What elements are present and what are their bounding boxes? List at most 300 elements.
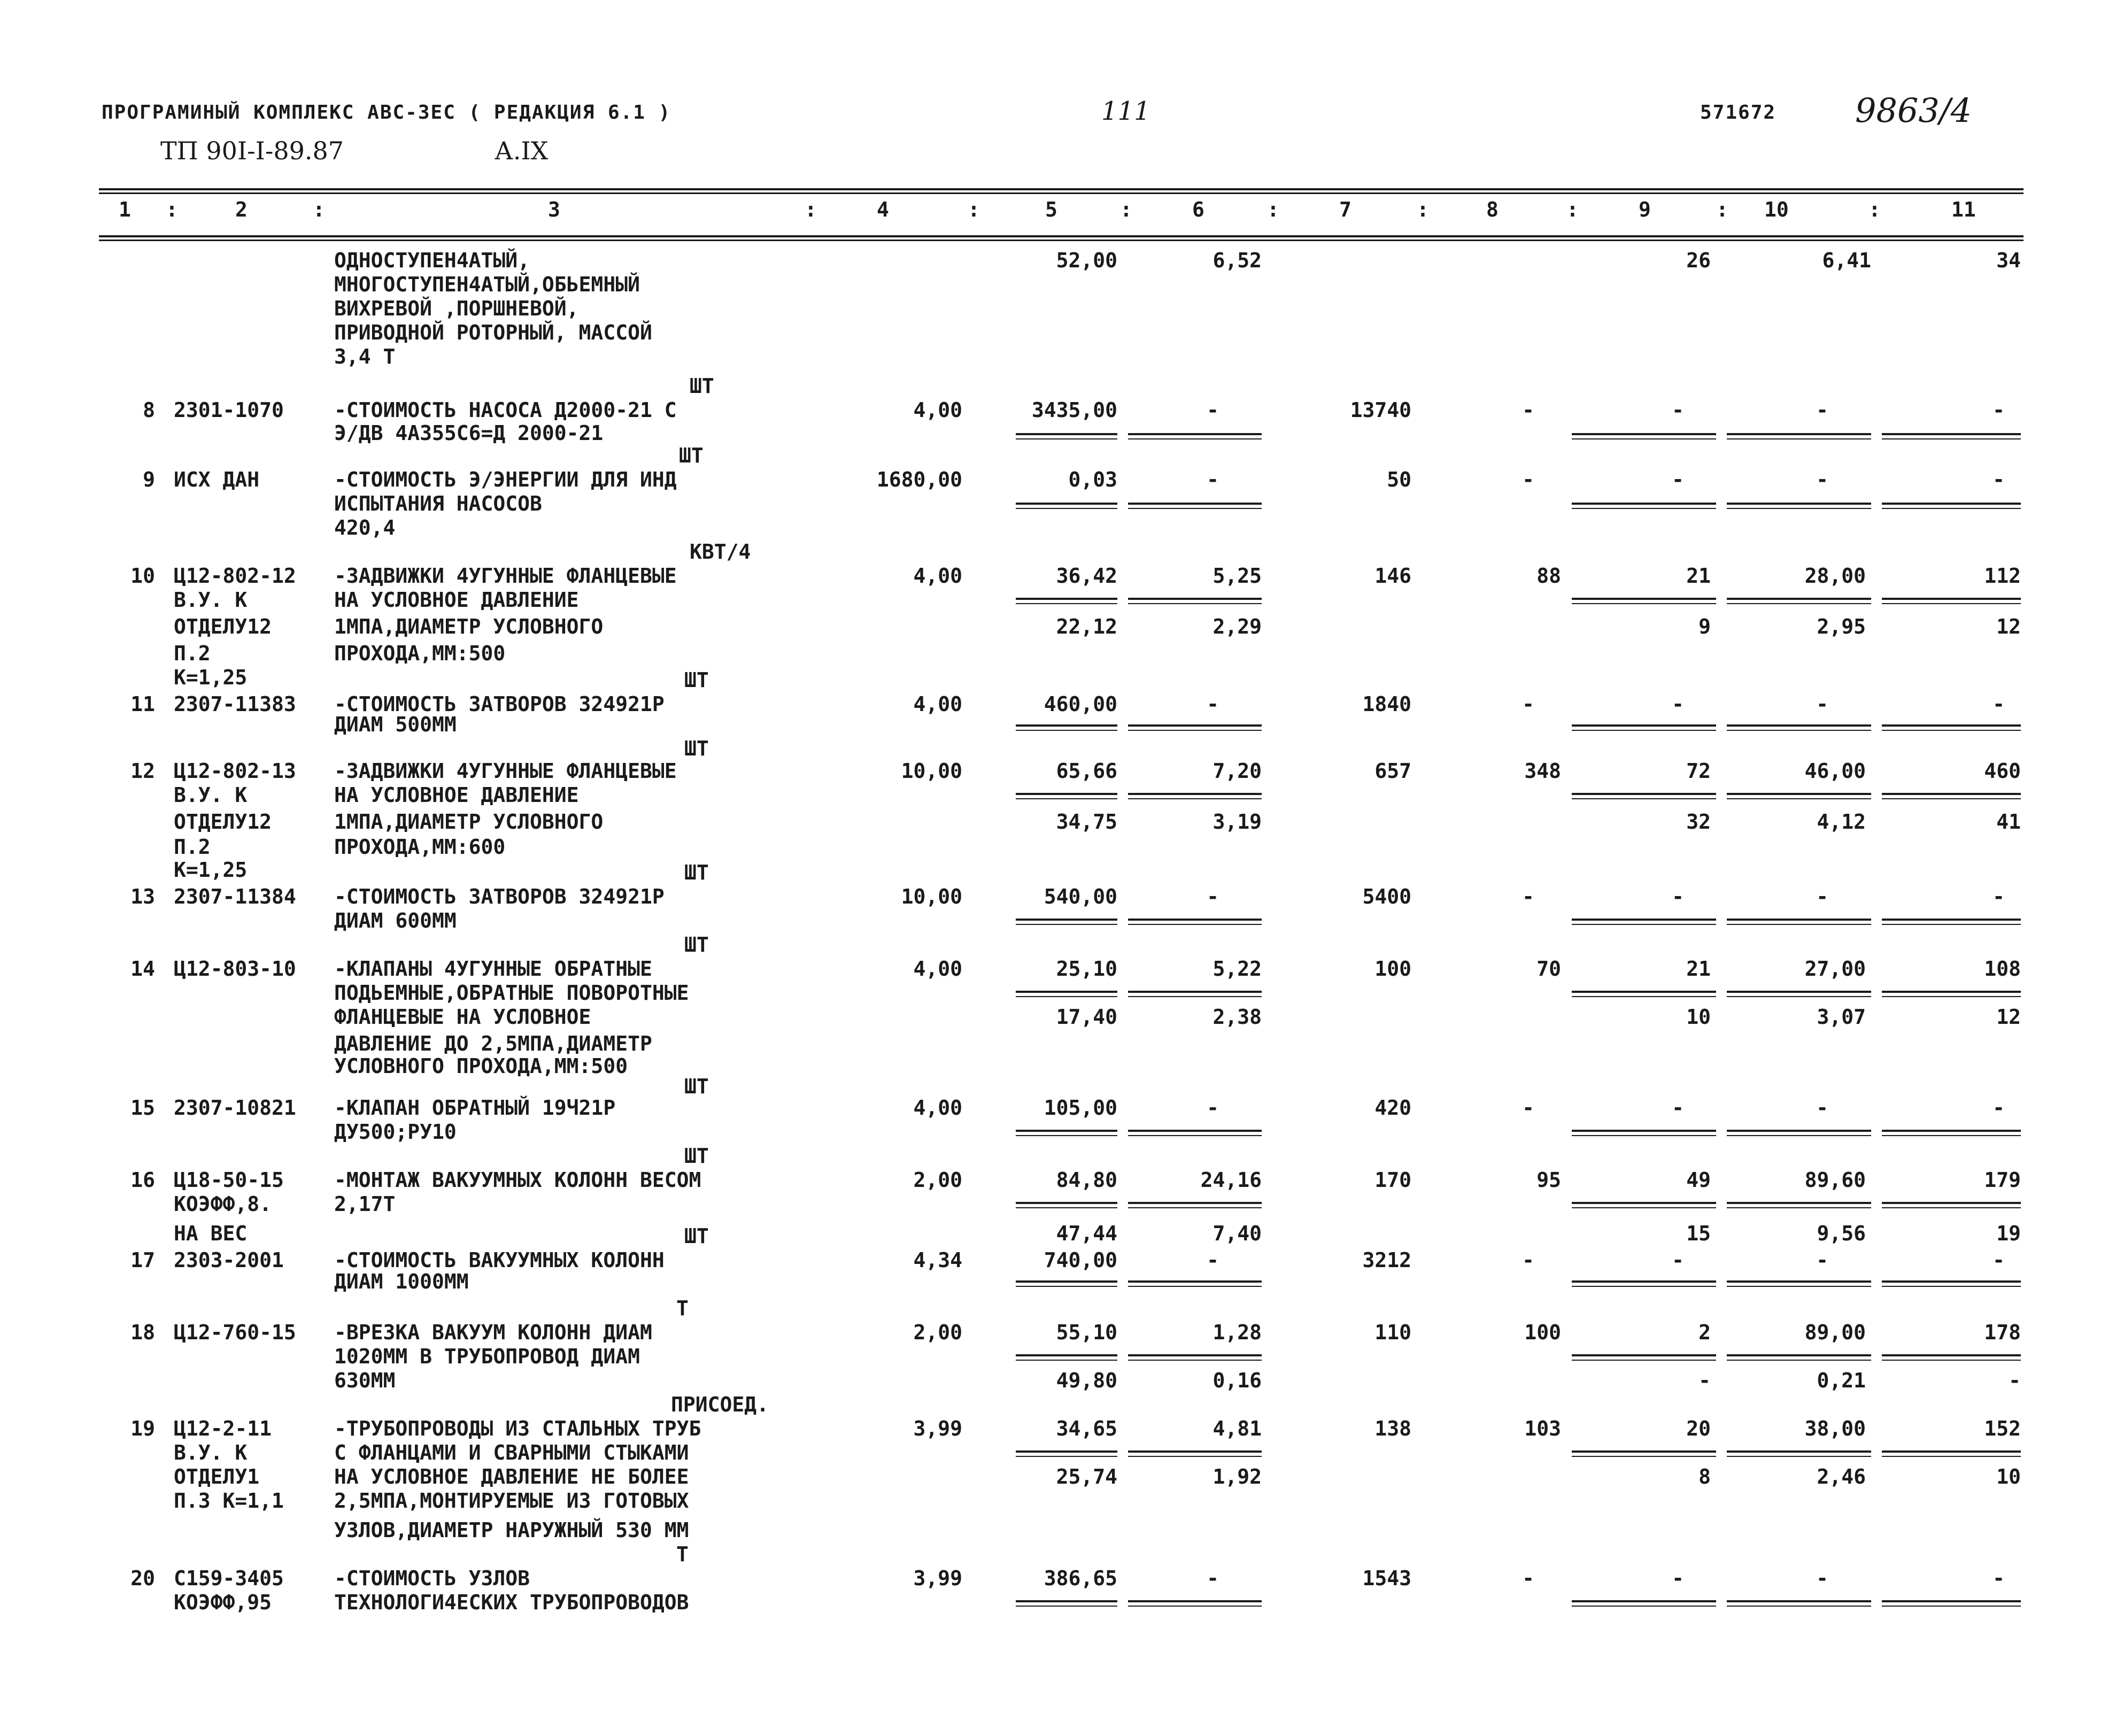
row-desc: -СТОИМОСТЬ ВАКУУМНЫХ КОЛОНН: [334, 1248, 665, 1272]
row-c6: 7,20: [1213, 759, 1262, 783]
col-sep: :: [166, 198, 178, 221]
row-desc: ДАВЛЕНИЕ ДО 2,5МПА,ДИАМЕТР: [334, 1032, 652, 1055]
row-c10: -: [1816, 692, 1828, 716]
row-desc: ИСПЫТАНИЯ НАСОСОВ: [334, 492, 542, 515]
row-num: 8: [143, 398, 155, 422]
row-c9-b: 10: [1686, 1005, 1711, 1029]
underline: [1572, 793, 1716, 795]
row-num: 11: [130, 692, 155, 716]
underline: [1572, 1130, 1716, 1132]
underline: [1572, 991, 1716, 993]
row-desc: -ЗАДВИЖКИ 4УГУННЫЕ ФЛАНЦЕВЫЕ: [334, 759, 677, 783]
row-c6-b: 7,40: [1213, 1222, 1262, 1245]
row-c9: -: [1672, 1567, 1684, 1590]
header-project: ТП 90I-I-89.87: [160, 136, 344, 165]
row-c5: 3435,00: [1031, 398, 1117, 422]
row-c9: 2: [1698, 1321, 1711, 1344]
row-c5: 84,80: [1056, 1168, 1117, 1192]
row-code: 2307-10821: [174, 1096, 296, 1120]
col-sep: :: [805, 198, 817, 221]
row-desc: 1МПА,ДИАМЕТР УСЛОВНОГО: [334, 810, 604, 834]
underline: [1128, 919, 1262, 921]
row-c7: 13740: [1350, 398, 1411, 422]
underline: [1128, 1130, 1262, 1132]
row-c7: 100: [1374, 957, 1411, 981]
row-num: 19: [130, 1417, 155, 1440]
underline: [1572, 1202, 1716, 1204]
row-code: С159-3405: [174, 1567, 284, 1590]
row-desc: ФЛАНЦЕВЫЕ НА УСЛОВНОЕ: [334, 1005, 591, 1029]
underline: [1727, 1354, 1871, 1356]
row-unit: КВТ/4: [690, 540, 751, 564]
underline: [1016, 433, 1117, 435]
row-c8: 70: [1536, 957, 1561, 981]
col-sep: :: [1267, 198, 1279, 221]
row-desc: 1МПА,ДИАМЕТР УСЛОВНОГО: [334, 615, 604, 638]
header-top-rule-2: [99, 192, 2024, 194]
underline: [1882, 598, 2021, 600]
row-unit: ШТ: [684, 861, 709, 884]
underline: [1572, 1450, 1716, 1453]
row-c4: 4,00: [913, 564, 962, 588]
row-c4: 4,00: [913, 1096, 962, 1120]
row-c10-b: 2,95: [1817, 615, 1866, 638]
row-c6: -: [1207, 398, 1219, 422]
underline: [1727, 724, 1871, 727]
row-desc: ПОДЬЕМНЫЕ,ОБРАТНЫЕ ПОВОРОТНЫЕ: [334, 981, 689, 1005]
row-c7: 5400: [1362, 885, 1411, 908]
row-desc: ДИАМ 500ММ: [334, 713, 457, 736]
row-c5: 460,00: [1044, 692, 1117, 716]
row-unit: ШТ: [684, 933, 709, 956]
underline: [1572, 598, 1716, 600]
row-c10: 6,41: [1822, 249, 1871, 272]
row-num: 15: [130, 1096, 155, 1120]
row-desc: -СТОИМОСТЬ Э/ЭНЕРГИИ ДЛЯ ИНД: [334, 468, 677, 491]
row-unit: ПРИСОЕД.: [671, 1393, 769, 1416]
row-c6: -: [1207, 885, 1219, 908]
col-head-2: 2: [235, 198, 248, 221]
row-c11-b: 41: [1996, 810, 2021, 834]
row-c8: -: [1522, 692, 1534, 716]
underline: [1572, 1354, 1716, 1356]
row-c7: 170: [1374, 1168, 1411, 1192]
row-unit: Т: [676, 1542, 689, 1566]
underline: [1727, 503, 1871, 505]
row-code: В.У. К: [174, 588, 248, 612]
row-unit: ШТ: [684, 1144, 709, 1168]
row-code: К=1,25: [174, 666, 248, 689]
row-c7: 1543: [1362, 1567, 1411, 1590]
row-desc: -МОНТАЖ ВАКУУМНЫХ КОЛОНН ВЕСОМ: [334, 1168, 701, 1192]
underline: [1128, 991, 1262, 993]
row-desc: ПРОХОДА,ММ:600: [334, 835, 506, 859]
row-desc: 1020ММ В ТРУБОПРОВОД ДИАМ: [334, 1345, 640, 1368]
header-bottom-rule-2: [99, 240, 2024, 241]
underline: [1572, 433, 1716, 435]
row-c9: -: [1672, 398, 1684, 422]
row-desc: ДИАМ 600ММ: [334, 909, 457, 932]
row-c4: 4,00: [913, 957, 962, 981]
row-c11-b: 10: [1996, 1465, 2021, 1488]
row-code: 2307-11383: [174, 692, 296, 716]
row-c5: 55,10: [1056, 1321, 1117, 1344]
header-program-line: ПРОГРАМИНЫЙ КОМПЛЕКС АВС-ЗЕС ( РЕДАКЦИЯ 6.1 ): [102, 102, 671, 124]
underline: [1016, 1202, 1117, 1204]
row-c11-b: 12: [1996, 1005, 2021, 1029]
row-c9: 72: [1686, 759, 1711, 783]
underline: [1016, 919, 1117, 921]
row-desc: УСЛОВНОГО ПРОХОДА,ММ:500: [334, 1054, 628, 1078]
row-c5: 36,42: [1056, 564, 1117, 588]
underline: [1882, 919, 2021, 921]
row-unit: ШТ: [690, 374, 714, 398]
row-code: Ц18-50-15: [174, 1168, 284, 1192]
underline: [1128, 1450, 1262, 1453]
row-c10: 27,00: [1804, 957, 1866, 981]
underline: [1882, 793, 2021, 795]
row-desc: С ФЛАНЦАМИ И СВАРНЫМИ СТЫКАМИ: [334, 1441, 689, 1464]
row-desc: МНОГОСТУПЕН4АТЫЙ,ОБЬЕМНЫЙ: [334, 273, 640, 296]
underline: [1882, 991, 2021, 993]
row-unit: Т: [676, 1297, 689, 1320]
underline: [1016, 1600, 1117, 1602]
underline: [1882, 1354, 2021, 1356]
row-c4: 4,00: [913, 398, 962, 422]
underline: [1727, 919, 1871, 921]
row-c4: 10,00: [901, 759, 962, 783]
row-code: КОЭФФ,8.: [174, 1192, 272, 1216]
row-c8: -: [1522, 1567, 1534, 1590]
row-c6: 5,25: [1213, 564, 1262, 588]
col-sep: :: [1417, 198, 1429, 221]
underline: [1016, 1280, 1117, 1283]
row-c6-b: 2,29: [1213, 615, 1262, 638]
row-desc: ДИАМ 1000ММ: [334, 1270, 469, 1293]
row-c4: 3,99: [913, 1417, 962, 1440]
row-c4: 4,00: [913, 692, 962, 716]
row-c11: -: [1993, 398, 2005, 422]
underline: [1727, 991, 1871, 993]
row-code: П.3 К=1,1: [174, 1489, 284, 1513]
row-c10: -: [1816, 1248, 1828, 1272]
col-head-3: 3: [548, 198, 560, 221]
row-c8: -: [1522, 398, 1534, 422]
row-c9-b: 8: [1698, 1465, 1711, 1488]
underline: [1882, 1130, 2021, 1132]
underline: [1016, 598, 1117, 600]
underline: [1882, 1280, 2021, 1283]
row-c5: 540,00: [1044, 885, 1117, 908]
row-num: 18: [130, 1321, 155, 1344]
row-desc: ВИХРЕВОЙ ,ПОРШНЕВОЙ,: [334, 297, 579, 320]
underline: [1727, 1280, 1871, 1283]
underline: [1882, 503, 2021, 505]
col-head-10: 10: [1764, 198, 1789, 221]
row-code: Ц12-802-13: [174, 759, 296, 783]
underline: [1882, 1202, 2021, 1204]
row-code: К=1,25: [174, 858, 248, 882]
row-desc: -СТОИМОСТЬ ЗАТВОРОВ 324921Р: [334, 692, 665, 716]
row-c4: 1680,00: [876, 468, 962, 491]
row-code: П.2: [174, 835, 211, 859]
row-num: 9: [143, 468, 155, 491]
row-c8: 100: [1524, 1321, 1561, 1344]
row-c9: 26: [1686, 249, 1711, 272]
underline: [1572, 1600, 1716, 1602]
row-c10-b: 4,12: [1817, 810, 1866, 834]
row-c9: -: [1672, 1248, 1684, 1272]
row-code: ОТДЕЛУ12: [174, 615, 272, 638]
row-unit: ШТ: [684, 668, 709, 692]
row-c9-b: -: [1698, 1369, 1711, 1392]
row-c5: 25,10: [1056, 957, 1117, 981]
underline: [1727, 1450, 1871, 1453]
row-c9-b: 15: [1686, 1222, 1711, 1245]
row-desc: ДУ500;РУ10: [334, 1120, 457, 1144]
row-code: Ц12-803-10: [174, 957, 296, 981]
row-code: 2303-2001: [174, 1248, 284, 1272]
col-sep: :: [313, 198, 325, 221]
col-head-4: 4: [877, 198, 889, 221]
row-code: Ц12-802-12: [174, 564, 296, 588]
row-c5: 386,65: [1044, 1567, 1117, 1590]
row-desc: -КЛАПАН ОБРАТНЫЙ 19Ч21Р: [334, 1096, 616, 1120]
row-c6: 24,16: [1200, 1168, 1262, 1192]
row-code: ОТДЕЛУ1: [174, 1465, 260, 1488]
row-c8: 103: [1524, 1417, 1561, 1440]
underline: [1727, 598, 1871, 600]
row-desc: НА УСЛОВНОЕ ДАВЛЕНИЕ: [334, 783, 579, 807]
row-c5-b: 22,12: [1056, 615, 1117, 638]
row-c6: -: [1207, 1096, 1219, 1120]
row-c10: 89,60: [1804, 1168, 1866, 1192]
row-c10: 46,00: [1804, 759, 1866, 783]
underline: [1128, 433, 1262, 435]
row-c5: 740,00: [1044, 1248, 1117, 1272]
header-handwritten-number: 9863/4: [1855, 91, 1972, 130]
row-c11: -: [1993, 1096, 2005, 1120]
row-desc: 630ММ: [334, 1369, 396, 1392]
header-album: А.IX: [495, 136, 549, 165]
underline: [1128, 1600, 1262, 1602]
row-c6: -: [1207, 468, 1219, 491]
row-c11: -: [1993, 692, 2005, 716]
row-c10: -: [1816, 468, 1828, 491]
row-desc: ПРОХОДА,ММ:500: [334, 642, 506, 665]
row-code: 2301-1070: [174, 398, 284, 422]
row-c5-b: 34,75: [1056, 810, 1117, 834]
row-c7: 146: [1374, 564, 1411, 588]
row-c6: -: [1207, 692, 1219, 716]
col-sep: :: [968, 198, 980, 221]
row-c6: -: [1207, 1248, 1219, 1272]
underline: [1016, 793, 1117, 795]
row-c11: 112: [1984, 564, 2021, 588]
row-num: 14: [130, 957, 155, 981]
underline: [1727, 433, 1871, 435]
header-bottom-rule: [99, 235, 2024, 237]
underline: [1727, 1130, 1871, 1132]
header-page-number: 111: [1101, 96, 1150, 126]
row-c8: -: [1522, 1096, 1534, 1120]
row-c10-b: 3,07: [1817, 1005, 1866, 1029]
row-c4: 2,00: [913, 1321, 962, 1344]
row-c7: 50: [1387, 468, 1411, 491]
row-c6: 1,28: [1213, 1321, 1262, 1344]
underline: [1727, 1202, 1871, 1204]
row-c5-b: 47,44: [1056, 1222, 1117, 1245]
row-desc: ТЕХНОЛОГИ4ЕСКИХ ТРУБОПРОВОДОВ: [334, 1591, 689, 1614]
row-c11-b: 19: [1996, 1222, 2021, 1245]
row-c7: 110: [1374, 1321, 1411, 1344]
row-desc: 2,17Т: [334, 1192, 396, 1216]
row-c10-b: 2,46: [1817, 1465, 1866, 1488]
row-c10-b: 0,21: [1817, 1369, 1866, 1392]
row-c6: 5,22: [1213, 957, 1262, 981]
underline: [1016, 1450, 1117, 1453]
row-c7: 3212: [1362, 1248, 1411, 1272]
row-c7: 420: [1374, 1096, 1411, 1120]
row-num: 17: [130, 1248, 155, 1272]
row-c9-b: 32: [1686, 810, 1711, 834]
row-num: 13: [130, 885, 155, 908]
row-desc: -КЛАПАНЫ 4УГУННЫЕ ОБРАТНЫЕ: [334, 957, 652, 981]
row-desc: -ЗАДВИЖКИ 4УГУННЫЕ ФЛАНЦЕВЫЕ: [334, 564, 677, 588]
row-c10: 28,00: [1804, 564, 1866, 588]
row-c11: -: [1993, 1248, 2005, 1272]
row-c9: -: [1672, 692, 1684, 716]
underline: [1128, 724, 1262, 727]
underline: [1882, 433, 2021, 435]
row-code: В.У. К: [174, 1441, 248, 1464]
row-c11: -: [1993, 468, 2005, 491]
underline: [1016, 991, 1117, 993]
underline: [1016, 1130, 1117, 1132]
underline: [1016, 1354, 1117, 1356]
row-c5: 105,00: [1044, 1096, 1117, 1120]
row-c6: 4,81: [1213, 1417, 1262, 1440]
row-desc: -ТРУБОПРОВОДЫ ИЗ СТАЛЬНЫХ ТРУБ: [334, 1417, 701, 1440]
row-desc: -СТОИМОСТЬ ЗАТВОРОВ 324921Р: [334, 885, 665, 908]
row-c9: 20: [1686, 1417, 1711, 1440]
col-head-1: 1: [119, 198, 131, 221]
underline: [1882, 1450, 2021, 1453]
row-c11: 460: [1984, 759, 2021, 783]
row-c11-b: -: [2009, 1369, 2021, 1392]
row-unit: ШТ: [684, 737, 709, 760]
row-code: ОТДЕЛУ12: [174, 810, 272, 834]
row-code: Ц12-760-15: [174, 1321, 296, 1344]
row-c5-b: 17,40: [1056, 1005, 1117, 1029]
row-c11: 179: [1984, 1168, 2021, 1192]
row-unit: ШТ: [684, 1075, 709, 1098]
row-c6-b: 2,38: [1213, 1005, 1262, 1029]
row-code: Ц12-2-11: [174, 1417, 272, 1440]
row-c9-b: 9: [1698, 615, 1711, 638]
underline: [1572, 503, 1716, 505]
row-c10: 89,00: [1804, 1321, 1866, 1344]
underline: [1128, 1202, 1262, 1204]
row-desc: УЗЛОВ,ДИАМЕТР НАРУЖНЫЙ 530 ММ: [334, 1518, 689, 1542]
row-c9: -: [1672, 1096, 1684, 1120]
row-num: 10: [130, 564, 155, 588]
row-c4: 10,00: [901, 885, 962, 908]
row-c5: 0,03: [1068, 468, 1117, 491]
row-desc: ОДНОСТУПЕН4АТЫЙ,: [334, 249, 530, 272]
row-c7: 1840: [1362, 692, 1411, 716]
row-code: 2307-11384: [174, 885, 296, 908]
row-c11: 108: [1984, 957, 2021, 981]
row-desc: -СТОИМОСТЬ УЗЛОВ: [334, 1567, 530, 1590]
row-c10-b: 9,56: [1817, 1222, 1866, 1245]
row-c6: -: [1207, 1567, 1219, 1590]
row-code: П.2: [174, 642, 211, 665]
row-c8: 88: [1536, 564, 1561, 588]
col-head-6: 6: [1192, 198, 1204, 221]
row-c8: -: [1522, 1248, 1534, 1272]
row-c7: 138: [1374, 1417, 1411, 1440]
row-c9: 49: [1686, 1168, 1711, 1192]
row-c9: -: [1672, 885, 1684, 908]
underline: [1572, 1280, 1716, 1283]
underline: [1572, 919, 1716, 921]
row-c6-b: 1,92: [1213, 1465, 1262, 1488]
underline: [1572, 724, 1716, 727]
row-c8: -: [1522, 468, 1534, 491]
row-c6-b: 0,16: [1213, 1369, 1262, 1392]
row-unit: ШТ: [684, 1224, 709, 1248]
col-head-5: 5: [1045, 198, 1057, 221]
row-c11: 152: [1984, 1417, 2021, 1440]
row-c5-b: 25,74: [1056, 1465, 1117, 1488]
row-c5: 65,66: [1056, 759, 1117, 783]
col-head-9: 9: [1639, 198, 1651, 221]
row-c5: 52,00: [1056, 249, 1117, 272]
underline: [1882, 724, 2021, 727]
row-unit: ШТ: [679, 444, 704, 467]
row-c6: 6,52: [1213, 249, 1262, 272]
row-c8: 95: [1536, 1168, 1561, 1192]
col-head-8: 8: [1486, 198, 1499, 221]
row-c10: 38,00: [1804, 1417, 1866, 1440]
row-c10: -: [1816, 1567, 1828, 1590]
col-sep: :: [1868, 198, 1881, 221]
row-c9: -: [1672, 468, 1684, 491]
header-top-rule: [99, 188, 2024, 190]
row-code: КОЭФФ,95: [174, 1591, 272, 1614]
col-sep: :: [1716, 198, 1728, 221]
row-c11: -: [1993, 885, 2005, 908]
header-doc-code: 571672: [1700, 102, 1777, 124]
row-code: НА ВЕС: [174, 1222, 248, 1245]
underline: [1128, 503, 1262, 505]
row-c7: 657: [1374, 759, 1411, 783]
col-sep: :: [1566, 198, 1579, 221]
row-c5-b: 49,80: [1056, 1369, 1117, 1392]
row-desc: 420,4: [334, 516, 396, 539]
underline: [1128, 1354, 1262, 1356]
row-c6-b: 3,19: [1213, 810, 1262, 834]
row-c4: 2,00: [913, 1168, 962, 1192]
row-desc: 2,5МПА,МОНТИРУЕМЫЕ ИЗ ГОТОВЫХ: [334, 1489, 689, 1513]
row-c11: 34: [1996, 249, 2021, 272]
row-c8: 348: [1524, 759, 1561, 783]
row-c11-b: 12: [1996, 615, 2021, 638]
underline: [1128, 1280, 1262, 1283]
row-num: 20: [130, 1567, 155, 1590]
row-num: 16: [130, 1168, 155, 1192]
